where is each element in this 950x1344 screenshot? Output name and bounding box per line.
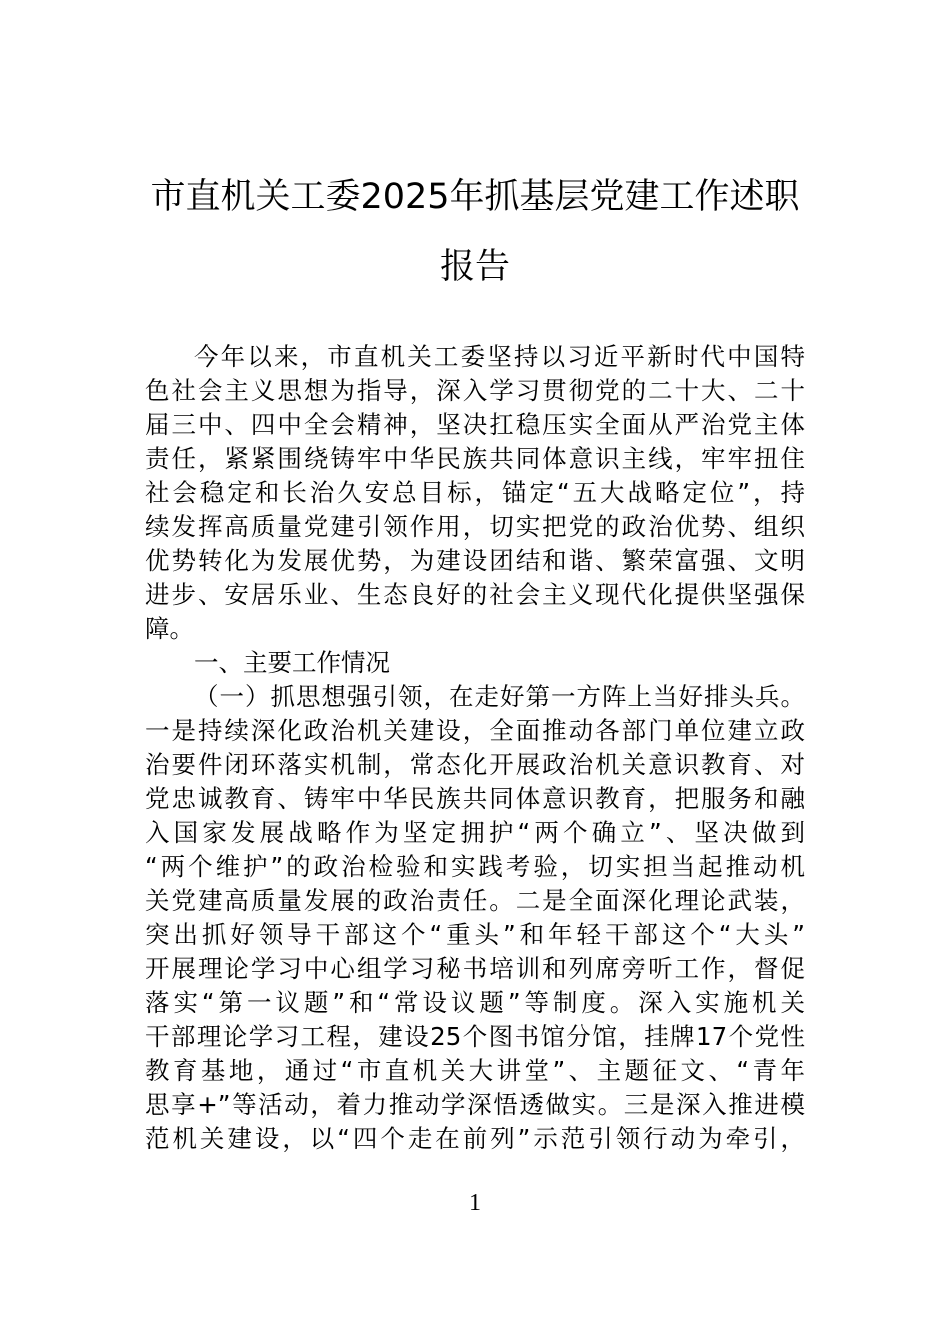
body-text-line: 社会稳定和长治久安总目标，锚定“五大战略定位”，持 [145,478,805,507]
body-text-line: 进步、安居乐业、生态良好的社会主义现代化提供坚强保 [145,580,805,609]
body-text-line: 开展理论学习中心组学习秘书培训和列席旁听工作，督促 [145,954,805,983]
body-text-line: 一是持续深化政治机关建设，全面推动各部门单位建立政 [145,716,805,745]
subsection-heading: （一）抓思想强引领，在走好第一方阵上当好排头兵。 [194,682,805,711]
body-text-line: 范机关建设，以“四个走在前列”示范引领行动为牵引， [145,1124,805,1153]
body-text-line: 突出抓好领导干部这个“重头”和年轻干部这个“大头” [145,920,805,949]
section-heading: 一、主要工作情况 [194,648,390,677]
body-text-line: 续发挥高质量党建引领作用，切实把党的政治优势、组织 [145,512,805,541]
body-text-line: 关党建高质量发展的政治责任。二是全面深化理论武装， [145,886,805,915]
body-text-line: 障。 [145,614,194,643]
document-title-line-2: 报告 [439,247,510,287]
body-text-line: 优势转化为发展优势，为建设团结和谐、繁荣富强、文明 [145,546,805,575]
body-text-line: 党忠诚教育、铸牢中华民族共同体意识教育，把服务和融 [145,784,805,813]
body-text-line: “两个维护”的政治检验和实践考验，切实担当起推动机 [145,852,805,881]
body-text-line: 干部理论学习工程，建设25个图书馆分馆，挂牌17个党性 [145,1022,805,1051]
body-text-line: 色社会主义思想为指导，深入学习贯彻党的二十大、二十 [145,376,805,405]
body-text-line: 落实“第一议题”和“常设议题”等制度。深入实施机关 [145,988,805,1017]
body-text-line: 届三中、四中全会精神，坚决扛稳压实全面从严治党主体 [145,410,805,439]
body-text-line: 治要件闭环落实机制，常态化开展政治机关意识教育、对 [145,750,805,779]
document-title-line-1: 市直机关工委2025年抓基层党建工作述职 [150,177,800,217]
body-text-line: 教育基地，通过“市直机关大讲堂”、主题征文、“青年 [145,1056,805,1085]
body-text-line: 今年以来，市直机关工委坚持以习近平新时代中国特 [194,342,805,371]
body-text-line: 入国家发展战略作为坚定拥护“两个确立”、坚决做到 [145,818,805,847]
body-text-line: 责任，紧紧围绕铸牢中华民族共同体意识主线，牢牢扭住 [145,444,805,473]
page-number: 1 [469,1190,481,1216]
body-text-line: 思享+”等活动，着力推动学深悟透做实。三是深入推进模 [145,1090,805,1119]
